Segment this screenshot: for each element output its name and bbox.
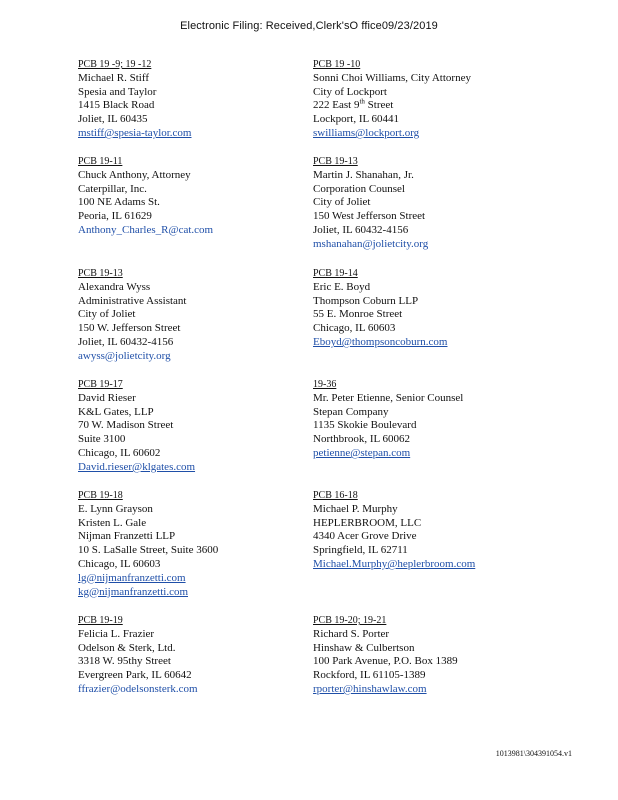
entry-line: Joliet, IL 60432-4156 [313,223,409,236]
entry-line: Spesia and Taylor [78,85,157,98]
case-number: PCB 19-13 [313,156,358,167]
service-entry [313,155,553,252]
entry-line: HEPLERBROOM, LLC [313,516,422,529]
document-id-footer: 1013981\304391054.v1 [495,749,572,758]
entry-line: 70 W. Madison Street [78,419,174,432]
entry-line: City of Joliet [78,308,136,321]
entry-line: K&L Gates, LLP [78,405,154,418]
entry-line: Evergreen Park, IL 60642 [78,669,192,682]
entry-line: 55 E. Monroe Street [313,308,403,321]
entry-line: 150 West Jefferson Street [313,210,426,223]
case-number: PCB 19-18 [78,490,123,501]
entry-line: 10 S. LaSalle Street, Suite 3600 [78,544,219,557]
case-number: 19-36 [313,379,337,390]
email-link[interactable]: Eboyd@thompsoncoburn.com [313,335,448,348]
case-number: PCB 19-20; 19-21 [313,615,387,626]
email-link[interactable]: David.rieser@klgates.com [78,460,196,473]
entry-line: City of Joliet [313,196,371,209]
service-entry [78,267,318,364]
email-link[interactable]: kg@nijmanfranzetti.com [78,585,189,598]
case-number: PCB 19 -10 [313,59,361,70]
entry-line: Joliet, IL 60432-4156 [78,335,174,348]
email-link[interactable]: mshanahan@jolietcity.org [313,237,429,250]
email-link[interactable]: mstiff@spesia-taylor.com [78,126,192,139]
email-link[interactable]: Michael.Murphy@heplerbroom.com [313,557,476,570]
service-entry [313,267,553,350]
case-number: PCB 19-19 [78,615,123,626]
entry-line: Hinshaw & Culbertson [313,641,415,654]
email-link[interactable]: petienne@stepan.com [313,446,411,459]
entry-line: Nijman Franzetti LLP [78,530,176,543]
entry-line: Thompson Coburn LLP [313,294,419,307]
entry-line: 1415 Black Road [78,99,155,112]
email-link[interactable]: swilliams@lockport.org [313,126,420,139]
entry-line: David Rieser [78,391,136,404]
entry-line: 100 NE Adams St. [78,196,160,209]
case-number: PCB 19-11 [78,156,123,167]
entry-line: 150 W. Jefferson Street [78,322,181,335]
entry-line: Peoria, IL 61629 [78,210,152,223]
entry-line: Sonni Choi Williams, City Attorney [313,71,471,84]
entry-line: Alexandra Wyss [78,280,151,293]
entry-line: Administrative Assistant [78,294,187,307]
entry-line: Martin J. Shanahan, Jr. [313,168,414,181]
case-number: PCB 19-14 [313,268,358,279]
entry-line: Felicia L. Frazier [78,627,155,640]
entry-line: Chicago, IL 60603 [313,322,396,335]
email-link[interactable]: Anthony_Charles_R@cat.com [78,223,214,236]
case-number: PCB 19-13 [78,268,123,279]
entry-line: Rockford, IL 61105-1389 [313,669,426,682]
entry-line: 1135 Skokie Boulevard [313,419,417,432]
entry-line: Michael R. Stiff [78,71,149,84]
entry-line: Caterpillar, Inc. [78,182,147,195]
service-entry [78,489,318,599]
service-entry [313,378,553,461]
entry-line: Richard S. Porter [313,627,390,640]
email-link[interactable]: ffrazier@odelsonsterk.com [78,682,198,695]
entry-line: Corporation Counsel [313,182,405,195]
entry-line: Springfield, IL 62711 [313,544,408,557]
service-entry [313,614,553,697]
case-number: PCB 19 -9; 19 -12 [78,59,152,70]
entry-line: Eric E. Boyd [313,280,371,293]
entry-line: Lockport, IL 60441 [313,113,400,126]
entry-line: 3318 W. 95thy Street [78,655,171,668]
entry-line: 100 Park Avenue, P.O. Box 1389 [313,655,458,668]
entry-line: Chicago, IL 60602 [78,446,161,459]
service-entry [313,58,553,141]
service-entry [78,155,318,238]
entry-line: Mr. Peter Etienne, Senior Counsel [313,391,464,404]
entry-line: Kristen L. Gale [78,516,147,529]
case-number: PCB 16-18 [313,490,358,501]
electronic-filing-header: Electronic Filing: Received,Clerk'sO ffice09/23/2019 [180,20,438,32]
entry-line: Joliet, IL 60435 [78,113,148,126]
service-entry [78,58,318,141]
email-link[interactable]: lg@nijmanfranzetti.com [78,571,186,584]
entry-line: City of Lockport [313,85,387,98]
case-number: PCB 19-17 [78,379,123,390]
entry-line: Northbrook, IL 60062 [313,433,411,446]
entry-line: Suite 3100 [78,433,126,446]
service-entry [78,378,318,475]
service-entry [313,489,553,572]
email-link[interactable]: awyss@jolietcity.org [78,349,171,362]
email-link[interactable]: rporter@hinshawlaw.com [313,682,427,695]
entry-line: Stepan Company [313,405,389,418]
service-entry [78,614,318,697]
entry-line: Chicago, IL 60603 [78,557,161,570]
entry-line: Michael P. Murphy [313,502,398,515]
entry-line: Chuck Anthony, Attorney [78,168,191,181]
entry-line: E. Lynn Grayson [78,502,153,515]
entry-line: 4340 Acer Grove Drive [313,530,417,543]
entry-line: Odelson & Sterk, Ltd. [78,641,176,654]
entry-line: 222 East 9th Street [313,97,394,112]
